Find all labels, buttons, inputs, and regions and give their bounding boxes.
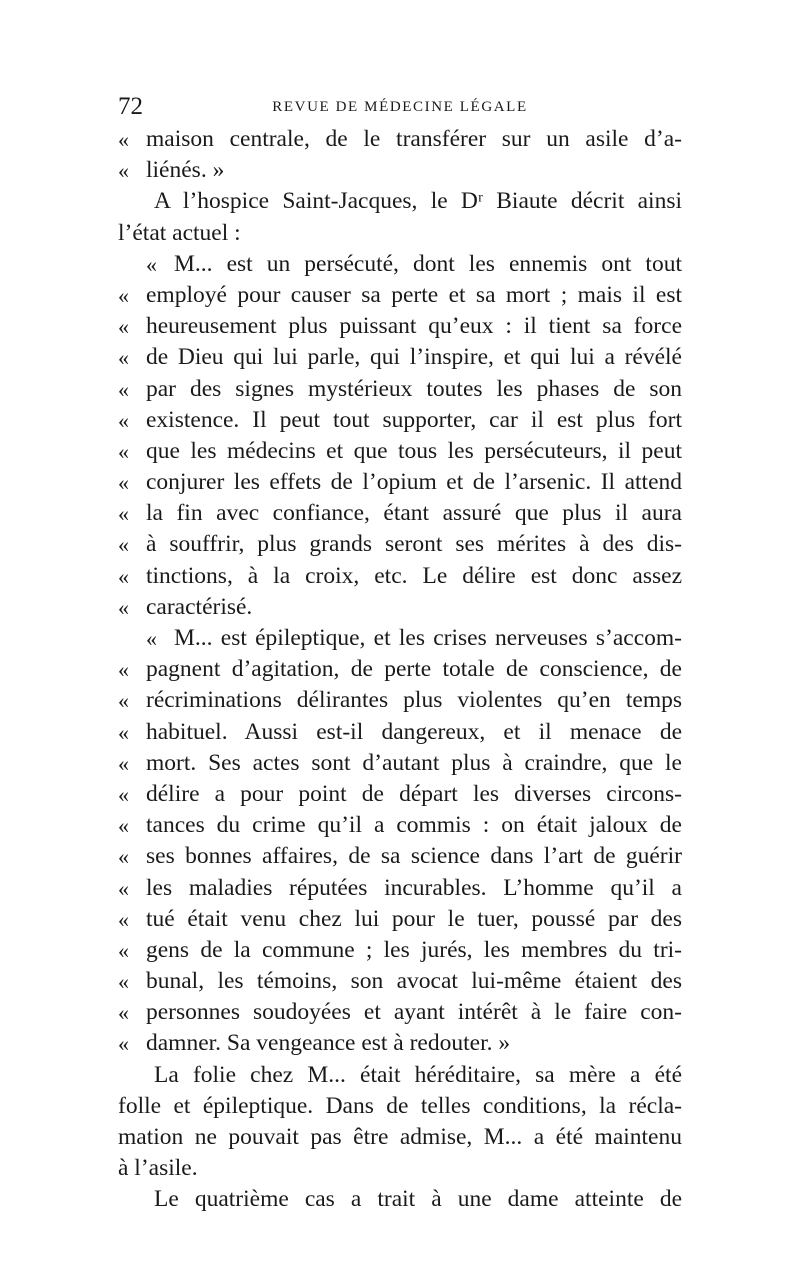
text-line: « par des signes mystérieux toutes les phases de son: [118, 374, 682, 405]
text-line: « conjurer les effets de l’opium et de l’arsenic. Il attend: [118, 467, 682, 498]
text-line: « damner. Sa vengeance est à redouter. »: [118, 1028, 682, 1059]
text-line: « gens de la commune ; les jurés, les membres du tri-: [118, 935, 682, 966]
text-line: « bunal, les témoins, son avocat lui-même étaient des: [118, 966, 682, 997]
text-line: « tinctions, à la croix, etc. Le délire est donc assez: [118, 561, 682, 592]
text-line: « pagnent d’agitation, de perte totale de conscience, de: [118, 654, 682, 685]
text-line: A l’hospice Saint-Jacques, le Dʳ Biaute décrit ainsi: [154, 188, 682, 215]
page-number: 72: [118, 93, 143, 120]
body-text: [118, 124, 682, 1216]
text-line: « les maladies réputées incurables. L’homme qu’il a: [118, 873, 682, 904]
text-line: « de Dieu qui lui parle, qui l’inspire, et qui lui a révélé: [118, 342, 682, 373]
text-line: l’état actuel :: [118, 219, 241, 246]
text-line: à l’asile.: [118, 1155, 198, 1182]
text-line: « caractérisé.: [118, 592, 682, 623]
text-line: « récriminations délirantes plus violentes qu’en temps: [118, 685, 682, 716]
text-line: Le quatrième cas a trait à une dame atteinte de: [154, 1186, 682, 1213]
text-line: « la fin avec confiance, étant assuré que plus il aura: [118, 498, 682, 529]
text-line: La folie chez M... était héréditaire, sa mère a été: [154, 1061, 682, 1088]
text-line: « existence. Il peut tout supporter, car il est plus fort: [118, 405, 682, 436]
running-title: REVUE DE MÉDECINE LÉGALE: [272, 99, 528, 115]
text-line: « tué était venu chez lui pour le tuer, poussé par des: [118, 904, 682, 935]
text-line: « M... est épileptique, et les crises nerveuses s’accom-: [118, 623, 682, 654]
text-line: « heureusement plus puissant qu’eux : il tient sa force: [118, 311, 682, 342]
text-line: mation ne pouvait pas être admise, M... a été maintenu: [118, 1124, 682, 1150]
text-line: « liénés. »: [118, 155, 682, 186]
text-line: « mort. Ses actes sont d’autant plus à craindre, que le: [118, 748, 682, 779]
text-line: « M... est un persécuté, dont les ennemis ont tout: [118, 249, 682, 280]
text-line: « ses bonnes affaires, de sa science dans l’art de guérir: [118, 841, 682, 872]
text-line: « employé pour causer sa perte et sa mort ; mais il est: [118, 280, 682, 311]
text-line: « maison centrale, de le transférer sur un asile d’a-: [118, 124, 682, 155]
text-line: « délire a pour point de départ les diverses circons-: [118, 779, 682, 810]
text-line: « personnes soudoyées et ayant intérêt à le faire con-: [118, 997, 682, 1028]
text-line: « tances du crime qu’il a commis : on était jaloux de: [118, 810, 682, 841]
text-line: « à souffrir, plus grands seront ses mérites à des dis-: [118, 529, 682, 560]
text-line: « habituel. Aussi est-il dangereux, et il menace de: [118, 717, 682, 748]
page-header: [118, 94, 682, 120]
text-line: « que les médecins et que tous les persécuteurs, il peut: [118, 436, 682, 467]
text-line: folle et épileptique. Dans de telles conditions, la récla-: [118, 1092, 682, 1119]
